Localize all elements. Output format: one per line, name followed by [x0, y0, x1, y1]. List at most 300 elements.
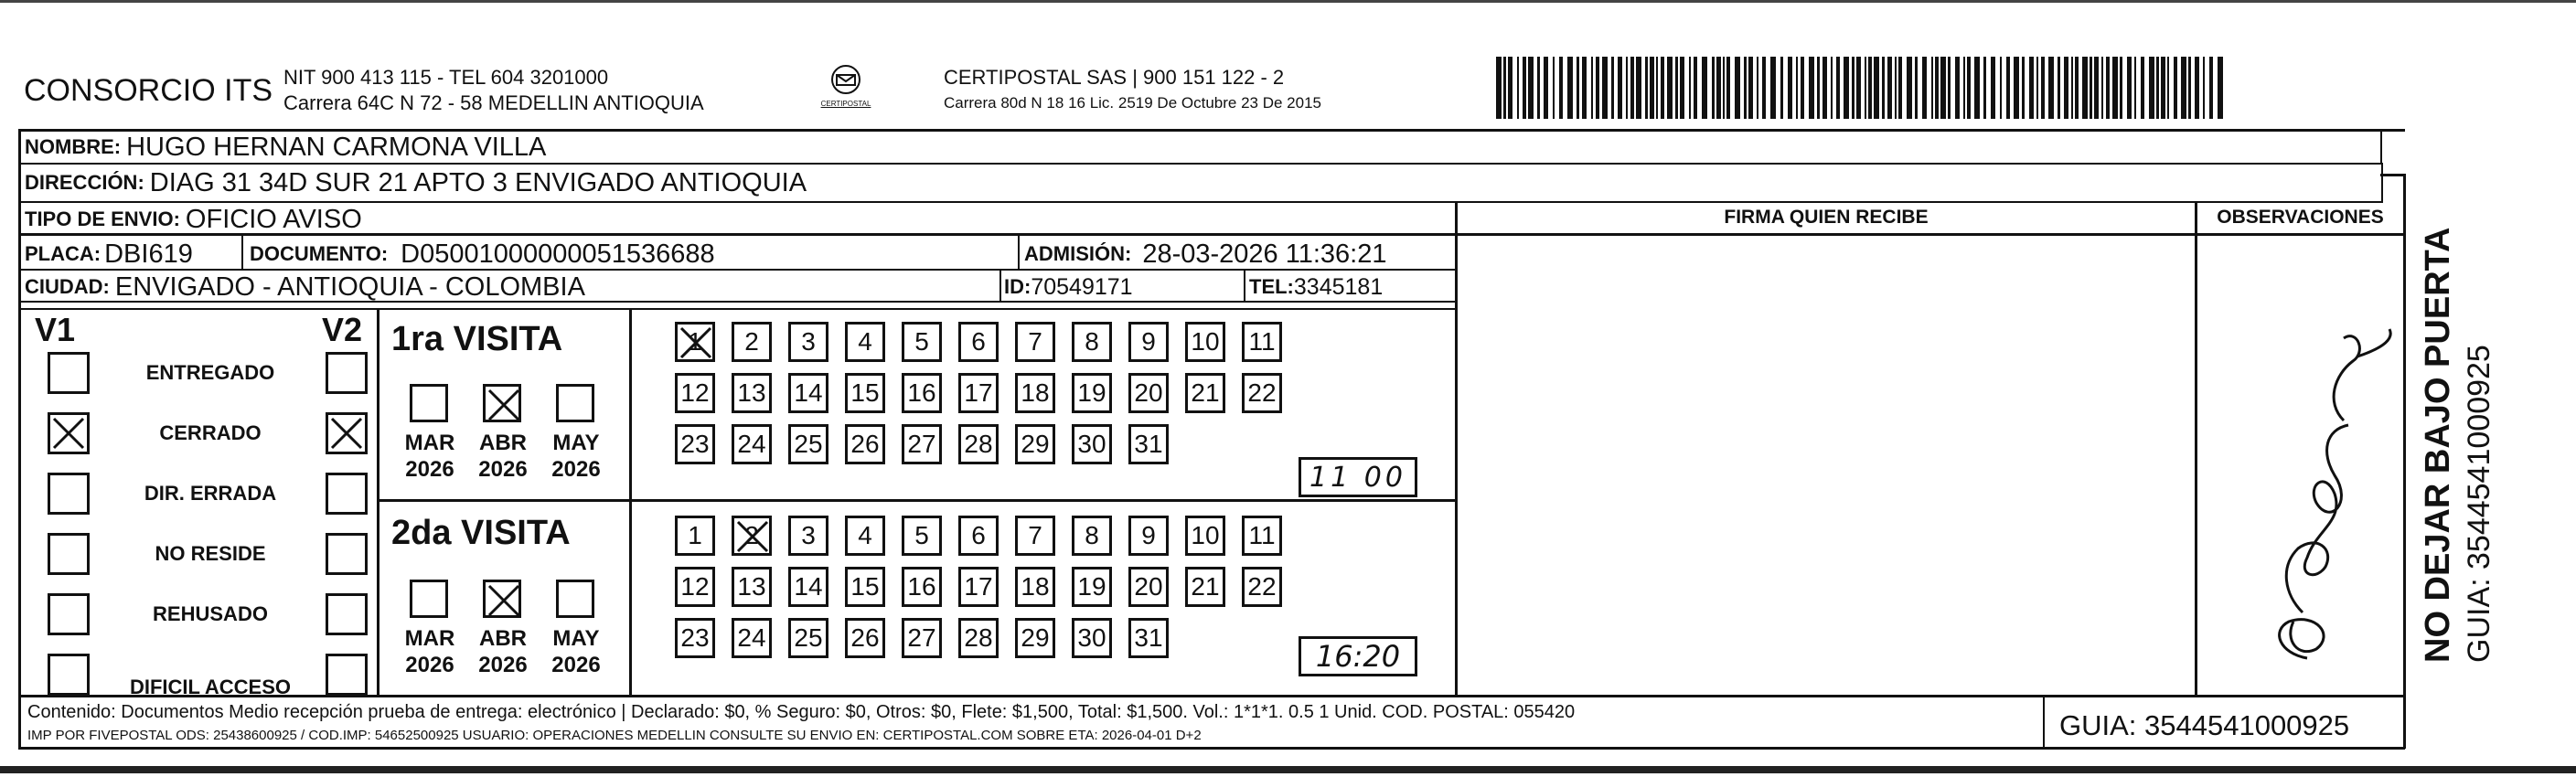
day-cell[interactable]: [732, 618, 772, 658]
barcode-bar: [2064, 57, 2068, 119]
day-cell[interactable]: [1185, 322, 1225, 362]
day-cell[interactable]: [675, 424, 715, 464]
day-number: 12: [680, 378, 710, 407]
first-visit-time-box: [1299, 457, 1417, 497]
month-name: MAR: [404, 626, 455, 651]
day-cell[interactable]: [1128, 322, 1169, 362]
v1-checkbox[interactable]: [48, 473, 90, 515]
barcode-bar: [1809, 57, 1814, 119]
v2-checkbox[interactable]: [326, 533, 368, 575]
day-cell[interactable]: [1128, 516, 1169, 556]
day-number: 13: [737, 378, 766, 407]
side-warning: NO DEJAR BAJO PUERTA: [2419, 227, 2457, 663]
day-cell[interactable]: [1185, 516, 1225, 556]
barcode-bar: [1694, 57, 1697, 119]
barcode-bar: [1868, 57, 1872, 119]
day-cell[interactable]: [732, 373, 772, 413]
barcode-bar: [2029, 57, 2034, 119]
day-number: 19: [1077, 378, 1106, 407]
carrier-license: Carrera 80d N 18 16 Lic. 2519 De Octubre 23 De 2015: [944, 94, 1321, 112]
tel-label: TEL:: [1249, 275, 1294, 298]
barcode-bar: [1748, 57, 1753, 119]
day-cell[interactable]: [1242, 567, 1282, 607]
barcode-bar: [1544, 57, 1548, 119]
row-sep-2: [18, 201, 2383, 203]
barcode-bar: [1618, 57, 1622, 119]
barcode-bar: [1596, 57, 1599, 119]
barcode-bar: [2218, 57, 2223, 119]
col-tel-left: [1244, 271, 1245, 303]
barcode-bar: [2106, 57, 2110, 119]
tel-row: [1249, 271, 1383, 303]
nombre-value: HUGO HERNAN CARMONA VILLA: [126, 132, 547, 162]
day-number: 10: [1191, 327, 1220, 356]
tipo-label: TIPO DE ENVIO:: [25, 208, 180, 230]
barcode-bar: [2048, 57, 2054, 119]
v2-heading: V2: [322, 311, 363, 348]
barcode-bar: [1967, 57, 1971, 119]
barcode-bar: [2000, 57, 2002, 119]
col-documento-left: [241, 236, 243, 270]
day-number: 27: [907, 623, 936, 652]
month-name: MAR: [404, 431, 455, 455]
status-label: NO RESIDE: [155, 542, 266, 565]
barcode-bar: [1935, 57, 1939, 119]
day-cell[interactable]: [1015, 567, 1055, 607]
day-cell[interactable]: [1185, 373, 1225, 413]
day-number: 13: [737, 572, 766, 601]
day-cell[interactable]: [958, 618, 999, 658]
month-label: [402, 430, 457, 483]
barcode-bar: [1836, 57, 1840, 119]
day-number: 18: [1021, 378, 1050, 407]
first-visit-heading: 1ra VISITA: [391, 320, 563, 358]
month-year: 2026: [405, 457, 454, 482]
day-number: 2: [744, 327, 759, 356]
barcode: [1496, 57, 2228, 119]
v1-checkbox[interactable]: [48, 533, 90, 575]
day-cell[interactable]: [902, 424, 942, 464]
barcode-bar: [2014, 57, 2019, 119]
firma-heading: FIRMA QUIEN RECIBE: [1724, 207, 1929, 228]
day-cell[interactable]: [1128, 618, 1169, 658]
month-label: [549, 430, 604, 483]
day-number: 9: [1141, 521, 1156, 549]
placa-label: PLACA:: [25, 242, 102, 265]
barcode-bar: [1974, 57, 1980, 119]
day-cell[interactable]: [788, 567, 828, 607]
frame-left: [18, 129, 21, 749]
v2-checkbox[interactable]: [326, 412, 368, 454]
barcode-bar: [1780, 57, 1783, 119]
observaciones-heading: OBSERVACIONES: [2217, 207, 2384, 228]
month-name: MAY: [552, 626, 600, 651]
barcode-bar: [2041, 57, 2045, 119]
day-number: 28: [964, 430, 993, 458]
second-visit-heading: 2da VISITA: [391, 514, 571, 552]
barcode-bar: [1626, 57, 1628, 119]
day-cell[interactable]: [845, 516, 885, 556]
day-number: 12: [680, 572, 710, 601]
barcode-bar: [2075, 57, 2079, 119]
barcode-bar: [2161, 57, 2165, 119]
day-number: 6: [971, 327, 986, 356]
barcode-bar: [1496, 57, 1502, 119]
day-cell[interactable]: [1185, 567, 1225, 607]
row-sep-3: [18, 233, 2403, 236]
day-cell[interactable]: [902, 618, 942, 658]
id-label: ID:: [1004, 275, 1031, 298]
barcode-bar: [2127, 57, 2132, 119]
day-number: 27: [907, 430, 936, 458]
month-label: [549, 625, 604, 678]
day-cell[interactable]: [675, 567, 715, 607]
barcode-bar: [1898, 57, 1902, 119]
barcode-bar: [1667, 57, 1673, 119]
day-cell[interactable]: [675, 516, 715, 556]
month-name: ABR: [479, 626, 527, 651]
day-cell[interactable]: [1242, 516, 1282, 556]
barcode-bar: [1874, 57, 1879, 119]
day-cell[interactable]: [958, 373, 999, 413]
day-number: 3: [801, 327, 816, 356]
barcode-bar: [2101, 57, 2103, 119]
day-cell[interactable]: [958, 567, 999, 607]
barcode-bar: [1611, 57, 1614, 119]
month-label: [476, 430, 530, 483]
barcode-bar: [1716, 57, 1721, 119]
day-cell[interactable]: [958, 424, 999, 464]
day-cell[interactable]: [958, 322, 999, 362]
barcode-bar: [1822, 57, 1827, 119]
month-checkbox[interactable]: [556, 580, 594, 618]
day-cell[interactable]: [1072, 567, 1112, 607]
visit-divider: [377, 499, 1456, 502]
carrier-name: CERTIPOSTAL SAS | 900 151 122 - 2: [944, 66, 1285, 89]
day-cell[interactable]: [1128, 567, 1169, 607]
handwritten-signature: [2197, 274, 2403, 695]
barcode-bar: [2090, 57, 2092, 119]
day-number: 30: [1077, 623, 1106, 652]
col-admision-left: [1018, 236, 1020, 270]
day-cell[interactable]: [732, 516, 772, 556]
tel-value: 3345181: [1293, 273, 1384, 300]
barcode-bar: [1582, 57, 1587, 119]
barcode-bar: [1762, 57, 1766, 119]
day-number: 3: [801, 521, 816, 549]
barcode-bar: [2203, 57, 2205, 119]
frame-top-right: [2380, 174, 2405, 176]
barcode-bar: [1523, 57, 1526, 119]
barcode-bar: [2094, 57, 2099, 119]
month-year: 2026: [405, 653, 454, 677]
barcode-bar: [1817, 57, 1820, 119]
month-year: 2026: [478, 653, 528, 677]
row-sep-1-end: [2380, 129, 2382, 165]
barcode-bar: [1537, 57, 1540, 119]
barcode-bar: [1508, 57, 1512, 119]
col-id-left: [999, 271, 1001, 303]
day-number: 23: [680, 623, 710, 652]
envelope-icon: [828, 64, 864, 95]
day-number: 1: [688, 521, 702, 549]
frame-bottom: [18, 747, 2405, 750]
v2-checkbox[interactable]: [326, 352, 368, 394]
day-cell[interactable]: [732, 322, 772, 362]
row-sep-6: [18, 308, 1456, 310]
day-cell[interactable]: [958, 516, 999, 556]
month-checkbox[interactable]: [410, 580, 448, 618]
day-number: 24: [737, 623, 766, 652]
day-number: 11: [1248, 521, 1276, 549]
day-number: 19: [1077, 572, 1106, 601]
ciudad-row: [25, 271, 585, 303]
day-number: 21: [1191, 572, 1220, 601]
day-cell[interactable]: [1128, 424, 1169, 464]
barcode-bar: [2149, 57, 2154, 119]
day-number: 29: [1021, 430, 1050, 458]
frame-right: [2403, 174, 2406, 749]
day-number: 29: [1021, 623, 1050, 652]
barcode-bar: [1991, 57, 1995, 119]
day-cell[interactable]: [845, 567, 885, 607]
barcode-bar: [1661, 57, 1664, 119]
day-number: 7: [1028, 521, 1042, 549]
id-row: [1004, 271, 1133, 303]
barcode-bar: [1726, 57, 1730, 119]
day-cell[interactable]: [902, 516, 942, 556]
day-number: 24: [737, 430, 766, 458]
day-number: 11: [1248, 327, 1276, 356]
day-cell[interactable]: [1015, 373, 1055, 413]
day-number: 10: [1191, 521, 1220, 549]
day-number: 4: [858, 521, 872, 549]
barcode-bar: [2141, 57, 2144, 119]
day-cell[interactable]: [1072, 618, 1112, 658]
row-sep-2-end: [2381, 163, 2383, 203]
documento-row: [250, 238, 715, 271]
day-cell[interactable]: [1072, 516, 1112, 556]
ciudad-value: ENVIGADO - ANTIOQUIA - COLOMBIA: [114, 271, 585, 302]
v1-checkbox[interactable]: [48, 654, 90, 696]
month-checkbox[interactable]: [483, 384, 521, 422]
day-cell[interactable]: [1242, 373, 1282, 413]
v1-checkbox[interactable]: [48, 412, 90, 454]
day-number: 4: [858, 327, 872, 356]
day-cell[interactable]: [1242, 322, 1282, 362]
footer-sep: [18, 695, 2405, 697]
barcode-bar: [1796, 57, 1798, 119]
barcode-bar: [2167, 57, 2169, 119]
day-cell[interactable]: [845, 322, 885, 362]
day-cell[interactable]: [902, 567, 942, 607]
barcode-bar: [2036, 57, 2038, 119]
day-number: 2: [744, 521, 759, 549]
contenido-text: Contenido: Documentos Medio recepción prueba de entrega: electrónico | Declarado: $0, % Seguro: $0, Otros: $0, Flete: $1,500, Total: $1,500. Vol.: 1*1*1. 0.5 1 Unid. COD. POSTAL: 055420: [27, 702, 1576, 722]
direccion-label: DIRECCIÓN:: [25, 171, 144, 194]
day-number: 7: [1028, 327, 1042, 356]
barcode-bar: [2082, 57, 2088, 119]
day-number: 6: [971, 521, 986, 549]
barcode-bar: [1983, 57, 1986, 119]
day-number: 15: [850, 572, 880, 601]
day-cell[interactable]: [788, 424, 828, 464]
day-cell[interactable]: [1015, 322, 1055, 362]
status-label: CERRADO: [159, 421, 262, 444]
second-visit-time: 16:20: [1315, 639, 1401, 674]
day-cell[interactable]: [845, 424, 885, 464]
barcode-bar: [1770, 57, 1776, 119]
barcode-bar: [1852, 57, 1855, 119]
day-cell[interactable]: [845, 618, 885, 658]
day-cell[interactable]: [788, 322, 828, 362]
day-cell[interactable]: [902, 373, 942, 413]
day-cell[interactable]: [732, 567, 772, 607]
day-number: 18: [1021, 572, 1050, 601]
barcode-bar: [1744, 57, 1747, 119]
barcode-bar: [1702, 57, 1707, 119]
company-nit: NIT 900 413 115 - TEL 604 3201000: [283, 66, 609, 89]
day-number: 28: [964, 623, 993, 652]
barcode-bar: [1963, 57, 1965, 119]
impresion-text: IMP POR FIVEPOSTAL ODS: 25438600925 / COD.IMP: 54652500925 USUARIO: OPERACIONES MEDELLIN CONSULTE SU ENVIO EN: CERTIPOSTAL.COM SOBRE ETA: 2026-04-01 D+2: [27, 728, 1202, 743]
barcode-bar: [1955, 57, 1960, 119]
barcode-bar: [2181, 57, 2186, 119]
barcode-bar: [2071, 57, 2073, 119]
day-cell[interactable]: [1072, 424, 1112, 464]
month-checkbox[interactable]: [556, 384, 594, 422]
day-number: 1: [688, 327, 702, 356]
day-cell[interactable]: [675, 322, 715, 362]
month-label: [402, 625, 457, 678]
direccion-value: DIAG 31 34D SUR 21 APTO 3 ENVIGADO ANTIOQUIA: [149, 167, 807, 197]
day-cell[interactable]: [1015, 618, 1055, 658]
day-number: 15: [850, 378, 880, 407]
barcode-bar: [1887, 57, 1892, 119]
barcode-bar: [1723, 57, 1725, 119]
day-number: 25: [794, 430, 823, 458]
barcode-bar: [1856, 57, 1861, 119]
admision-label: ADMISIÓN:: [1024, 242, 1132, 265]
day-cell[interactable]: [845, 373, 885, 413]
day-cell[interactable]: [788, 516, 828, 556]
barcode-bar: [1882, 57, 1885, 119]
day-number: 5: [914, 521, 929, 549]
day-cell[interactable]: [788, 618, 828, 658]
documento-label: DOCUMENTO:: [250, 242, 389, 265]
tipo-row: [25, 203, 362, 236]
direccion-row: [25, 166, 807, 199]
day-cell[interactable]: [1128, 373, 1169, 413]
admision-value: 28-03-2026 11:36:21: [1142, 239, 1387, 269]
barcode-bar: [1567, 57, 1573, 119]
day-number: 20: [1134, 572, 1163, 601]
placa-value: DBI619: [104, 239, 193, 269]
day-cell[interactable]: [1015, 424, 1055, 464]
day-cell[interactable]: [902, 322, 942, 362]
barcode-bar: [1503, 57, 1506, 119]
nombre-label: NOMBRE:: [25, 135, 122, 158]
month-label: [476, 625, 530, 678]
col-firma-left: [1455, 201, 1458, 695]
barcode-bar: [1865, 57, 1866, 119]
day-number: 30: [1077, 430, 1106, 458]
barcode-bar: [1788, 57, 1792, 119]
v2-checkbox[interactable]: [326, 473, 368, 515]
barcode-bar: [2188, 57, 2191, 119]
day-number: 22: [1247, 572, 1277, 601]
day-number: 31: [1134, 430, 1163, 458]
documento-value: D05001000000051536688: [401, 239, 715, 269]
barcode-bar: [2174, 57, 2177, 119]
day-number: 8: [1085, 521, 1099, 549]
barcode-bar: [2120, 57, 2122, 119]
barcode-bar: [1915, 57, 1918, 119]
barcode-bar: [1712, 57, 1715, 119]
placa-row: [25, 238, 193, 271]
barcode-bar: [1517, 57, 1519, 119]
month-year: 2026: [551, 653, 601, 677]
day-cell[interactable]: [675, 373, 715, 413]
day-cell[interactable]: [732, 424, 772, 464]
day-cell[interactable]: [788, 373, 828, 413]
barcode-bar: [1656, 57, 1658, 119]
barcode-bar: [1948, 57, 1951, 119]
first-visit-time: 11 00: [1309, 461, 1406, 494]
company-address: Carrera 64C N 72 - 58 MEDELLIN ANTIOQUIA: [283, 91, 704, 114]
v1-checkbox[interactable]: [48, 352, 90, 394]
barcode-bar: [2058, 57, 2060, 119]
v2-checkbox[interactable]: [326, 654, 368, 696]
side-guia: GUIA: 3544541000925: [2462, 345, 2496, 663]
day-cell[interactable]: [675, 618, 715, 658]
barcode-bar: [1645, 57, 1648, 119]
barcode-bar: [2022, 57, 2025, 119]
month-checkbox[interactable]: [410, 384, 448, 422]
barcode-bar: [1559, 57, 1563, 119]
barcode-bar: [1831, 57, 1833, 119]
day-cell[interactable]: [1072, 322, 1112, 362]
day-number: 26: [850, 430, 880, 458]
day-number: 20: [1134, 378, 1163, 407]
day-number: 5: [914, 327, 929, 356]
status-label: DIR. ERRADA: [144, 482, 277, 505]
barcode-bar: [1940, 57, 1946, 119]
day-number: 17: [964, 572, 993, 601]
v1-checkbox[interactable]: [48, 593, 90, 635]
barcode-bar: [2112, 57, 2118, 119]
logo-text: CERTIPOSTAL: [820, 100, 871, 108]
barcode-bar: [1602, 57, 1608, 119]
v2-checkbox[interactable]: [326, 593, 368, 635]
day-cell[interactable]: [1072, 373, 1112, 413]
month-year: 2026: [478, 457, 528, 482]
col-guia-left: [2043, 695, 2045, 748]
barcode-bar: [1636, 57, 1641, 119]
barcode-bar: [1895, 57, 1897, 119]
barcode-bar: [1650, 57, 1654, 119]
month-name: ABR: [479, 431, 527, 455]
month-checkbox[interactable]: [483, 580, 521, 618]
day-number: 21: [1191, 378, 1220, 407]
day-number: 26: [850, 623, 880, 652]
day-number: 16: [907, 572, 936, 601]
day-cell[interactable]: [1015, 516, 1055, 556]
certipostal-logo: [805, 64, 887, 112]
barcode-bar: [1801, 57, 1804, 119]
barcode-bar: [1577, 57, 1579, 119]
id-value: 70549171: [1031, 273, 1133, 300]
